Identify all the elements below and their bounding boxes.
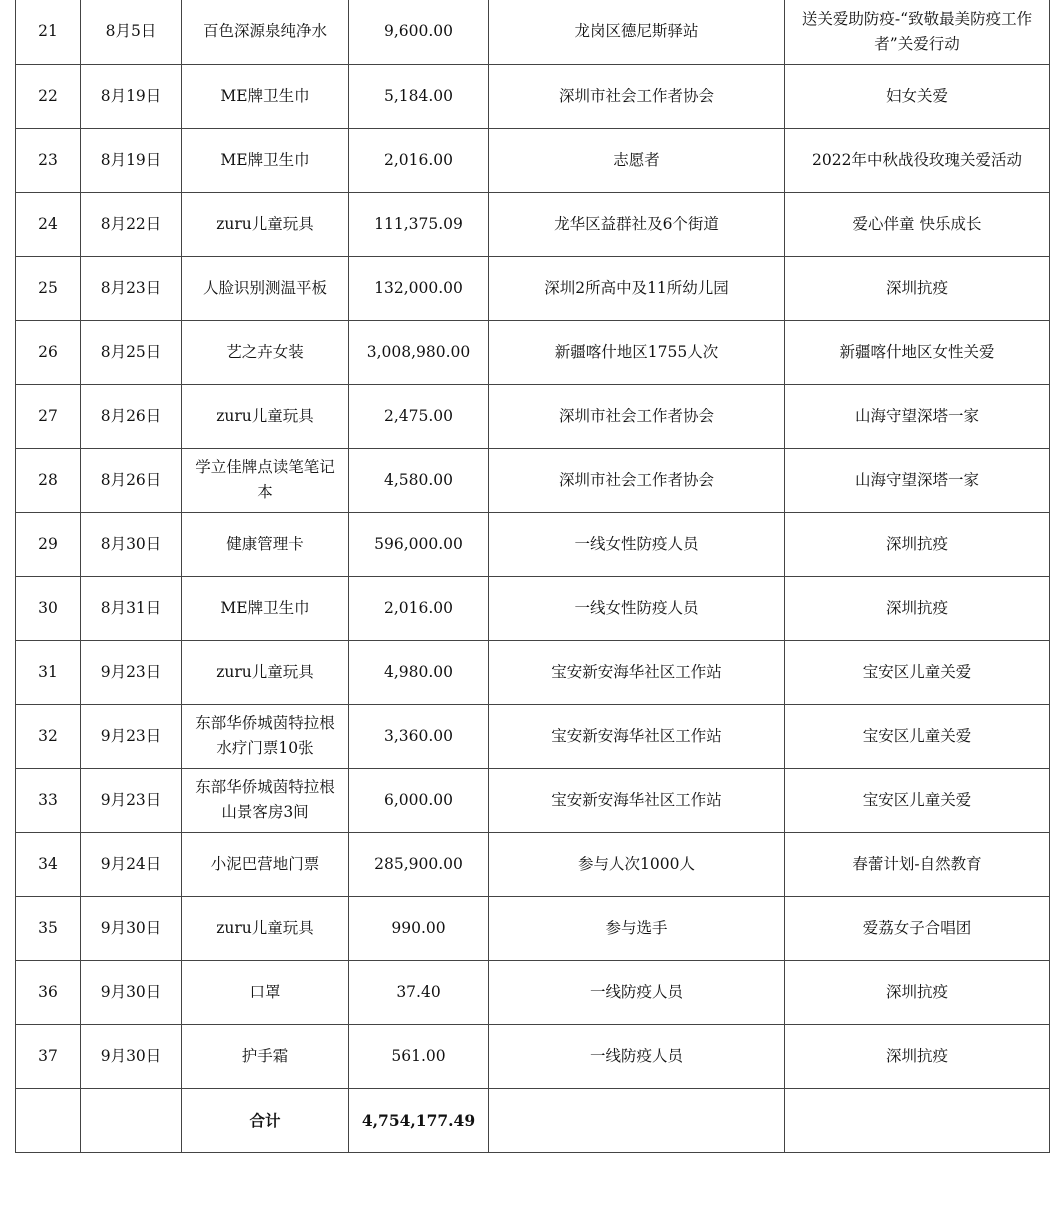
row-project: 妇女关爱 bbox=[785, 64, 1050, 128]
row-project: 山海守望深塔一家 bbox=[785, 448, 1050, 512]
row-recipient: 志愿者 bbox=[489, 128, 785, 192]
row-recipient: 新疆喀什地区1755人次 bbox=[489, 320, 785, 384]
row-no: 29 bbox=[16, 512, 81, 576]
row-item: ME牌卫生巾 bbox=[182, 128, 349, 192]
row-recipient: 深圳市社会工作者协会 bbox=[489, 64, 785, 128]
row-recipient: 参与人次1000人 bbox=[489, 832, 785, 896]
row-date: 9月23日 bbox=[81, 640, 182, 704]
row-amount: 37.40 bbox=[349, 960, 489, 1024]
row-no: 25 bbox=[16, 256, 81, 320]
row-item: 人脸识别测温平板 bbox=[182, 256, 349, 320]
row-project: 深圳抗疫 bbox=[785, 512, 1050, 576]
row-date: 8月22日 bbox=[81, 192, 182, 256]
row-item: 小泥巴营地门票 bbox=[182, 832, 349, 896]
row-recipient: 一线女性防疫人员 bbox=[489, 576, 785, 640]
row-recipient: 宝安新安海华社区工作站 bbox=[489, 640, 785, 704]
row-recipient: 一线防疫人员 bbox=[489, 1024, 785, 1088]
table-row bbox=[16, 128, 1050, 192]
row-amount: 4,980.00 bbox=[349, 640, 489, 704]
row-item: 东部华侨城茵特拉根山景客房3间 bbox=[182, 768, 349, 832]
row-amount: 596,000.00 bbox=[349, 512, 489, 576]
row-date: 9月30日 bbox=[81, 960, 182, 1024]
row-date: 8月31日 bbox=[81, 576, 182, 640]
row-amount: 132,000.00 bbox=[349, 256, 489, 320]
row-date: 8月19日 bbox=[81, 128, 182, 192]
total-project bbox=[785, 1088, 1050, 1152]
row-amount: 3,008,980.00 bbox=[349, 320, 489, 384]
row-item: zuru儿童玩具 bbox=[182, 384, 349, 448]
table-row bbox=[16, 832, 1050, 896]
row-item: zuru儿童玩具 bbox=[182, 896, 349, 960]
row-no: 36 bbox=[16, 960, 81, 1024]
row-date: 8月23日 bbox=[81, 256, 182, 320]
row-project: 深圳抗疫 bbox=[785, 256, 1050, 320]
table-row bbox=[16, 320, 1050, 384]
row-amount: 6,000.00 bbox=[349, 768, 489, 832]
row-amount: 111,375.09 bbox=[349, 192, 489, 256]
table-row bbox=[16, 192, 1050, 256]
row-project: 春蕾计划-自然教育 bbox=[785, 832, 1050, 896]
table-row bbox=[16, 256, 1050, 320]
row-date: 9月23日 bbox=[81, 704, 182, 768]
row-no: 35 bbox=[16, 896, 81, 960]
row-project: 宝安区儿童关爱 bbox=[785, 704, 1050, 768]
row-project: 爱心伴童 快乐成长 bbox=[785, 192, 1050, 256]
row-no: 33 bbox=[16, 768, 81, 832]
donation-table bbox=[15, 0, 1050, 1153]
row-item: ME牌卫生巾 bbox=[182, 576, 349, 640]
total-no bbox=[16, 1088, 81, 1152]
row-project: 2022年中秋战役玫瑰关爱活动 bbox=[785, 128, 1050, 192]
row-date: 9月24日 bbox=[81, 832, 182, 896]
row-recipient: 深圳市社会工作者协会 bbox=[489, 448, 785, 512]
table-row bbox=[16, 960, 1050, 1024]
row-item: 口罩 bbox=[182, 960, 349, 1024]
row-amount: 4,580.00 bbox=[349, 448, 489, 512]
row-project: 宝安区儿童关爱 bbox=[785, 768, 1050, 832]
row-no: 27 bbox=[16, 384, 81, 448]
row-item: zuru儿童玩具 bbox=[182, 192, 349, 256]
row-item: 东部华侨城茵特拉根水疗门票10张 bbox=[182, 704, 349, 768]
row-project: 深圳抗疫 bbox=[785, 576, 1050, 640]
row-recipient: 一线防疫人员 bbox=[489, 960, 785, 1024]
row-date: 9月23日 bbox=[81, 768, 182, 832]
row-date: 8月26日 bbox=[81, 384, 182, 448]
row-date: 8月5日 bbox=[81, 0, 182, 64]
row-amount: 9,600.00 bbox=[349, 0, 489, 64]
row-project: 山海守望深塔一家 bbox=[785, 384, 1050, 448]
row-date: 9月30日 bbox=[81, 896, 182, 960]
table-row bbox=[16, 768, 1050, 832]
row-date: 8月25日 bbox=[81, 320, 182, 384]
row-amount: 561.00 bbox=[349, 1024, 489, 1088]
row-recipient: 龙华区益群社及6个街道 bbox=[489, 192, 785, 256]
row-amount: 990.00 bbox=[349, 896, 489, 960]
row-recipient: 深圳2所高中及11所幼儿园 bbox=[489, 256, 785, 320]
row-no: 34 bbox=[16, 832, 81, 896]
row-item: 学立佳牌点读笔笔记本 bbox=[182, 448, 349, 512]
row-recipient: 深圳市社会工作者协会 bbox=[489, 384, 785, 448]
row-amount: 2,475.00 bbox=[349, 384, 489, 448]
row-amount: 285,900.00 bbox=[349, 832, 489, 896]
row-no: 31 bbox=[16, 640, 81, 704]
row-no: 23 bbox=[16, 128, 81, 192]
row-recipient: 一线女性防疫人员 bbox=[489, 512, 785, 576]
row-date: 9月30日 bbox=[81, 1024, 182, 1088]
row-recipient: 龙岗区德尼斯驿站 bbox=[489, 0, 785, 64]
table-row bbox=[16, 640, 1050, 704]
row-item: zuru儿童玩具 bbox=[182, 640, 349, 704]
table-row bbox=[16, 704, 1050, 768]
row-no: 28 bbox=[16, 448, 81, 512]
total-label: 合计 bbox=[182, 1088, 349, 1152]
row-project: 送关爱助防疫-“致敬最美防疫工作者”关爱行动 bbox=[785, 0, 1050, 64]
row-no: 26 bbox=[16, 320, 81, 384]
table-row bbox=[16, 576, 1050, 640]
row-no: 22 bbox=[16, 64, 81, 128]
row-amount: 5,184.00 bbox=[349, 64, 489, 128]
row-amount: 2,016.00 bbox=[349, 576, 489, 640]
row-project: 深圳抗疫 bbox=[785, 1024, 1050, 1088]
row-no: 30 bbox=[16, 576, 81, 640]
row-recipient: 宝安新安海华社区工作站 bbox=[489, 768, 785, 832]
table-row bbox=[16, 896, 1050, 960]
row-amount: 2,016.00 bbox=[349, 128, 489, 192]
row-project: 宝安区儿童关爱 bbox=[785, 640, 1050, 704]
row-project: 新疆喀什地区女性关爱 bbox=[785, 320, 1050, 384]
table-row bbox=[16, 384, 1050, 448]
row-item: 百色深源泉纯净水 bbox=[182, 0, 349, 64]
row-item: 艺之卉女装 bbox=[182, 320, 349, 384]
total-amount: 4,754,177.49 bbox=[349, 1088, 489, 1152]
table-row bbox=[16, 64, 1050, 128]
total-date bbox=[81, 1088, 182, 1152]
row-project: 深圳抗疫 bbox=[785, 960, 1050, 1024]
row-date: 8月26日 bbox=[81, 448, 182, 512]
row-no: 24 bbox=[16, 192, 81, 256]
total-row bbox=[16, 1088, 1050, 1152]
row-recipient: 参与选手 bbox=[489, 896, 785, 960]
row-item: ME牌卫生巾 bbox=[182, 64, 349, 128]
row-recipient: 宝安新安海华社区工作站 bbox=[489, 704, 785, 768]
donation-table-container bbox=[15, 0, 1050, 1153]
row-amount: 3,360.00 bbox=[349, 704, 489, 768]
row-project: 爱荔女子合唱团 bbox=[785, 896, 1050, 960]
row-item: 护手霜 bbox=[182, 1024, 349, 1088]
row-item: 健康管理卡 bbox=[182, 512, 349, 576]
row-date: 8月19日 bbox=[81, 64, 182, 128]
row-no: 32 bbox=[16, 704, 81, 768]
table-row bbox=[16, 0, 1050, 64]
row-date: 8月30日 bbox=[81, 512, 182, 576]
total-recipient bbox=[489, 1088, 785, 1152]
row-no: 37 bbox=[16, 1024, 81, 1088]
row-no: 21 bbox=[16, 0, 81, 64]
table-row bbox=[16, 1024, 1050, 1088]
table-row bbox=[16, 448, 1050, 512]
table-row bbox=[16, 512, 1050, 576]
